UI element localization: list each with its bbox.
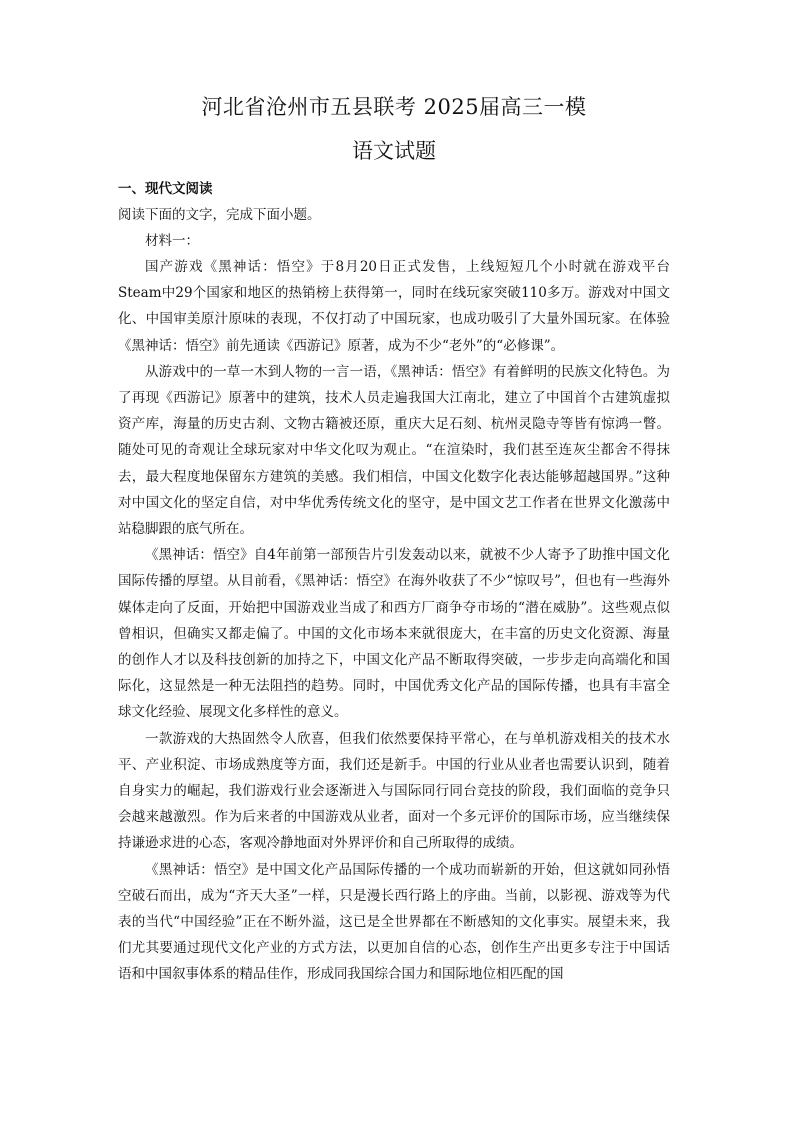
paragraph: 国产游戏《黑神话：悟空》于8月20日正式发售，上线短短几个小时就在游戏平台Steam中29个国家和地区的热销榜上获得第一，同时在线玩家突破110多万。游戏对中国文化、中国审美原汁原味的表现，不仅打动了中国玩家，也成功吸引了大量外国玩家。在体验《黑神话：悟空》前先通读《西游记》原著，成为不少“老外”的“必修课”。	[118, 259, 670, 354]
material-label: 材料一：	[145, 233, 199, 249]
section-heading: 一、现代文阅读	[118, 181, 213, 197]
paragraph: 《黑神话：悟空》是中国文化产品国际传播的一个成功而崭新的开始，但这就如同孙悟空破石而出，成为“齐天大圣”一样，只是漫长西行路上的序曲。当前，以影视、游戏等为代表的当代“中国经验”正在不断外溢，这已是全世界都在不断感知的文化事实。展望未来，我们尤其要通过现代文化产业的方式方法，以更加自信的心态，创作生产出更多专注于中国话语和中国叙事体系的精品佳作，形成同我国综合国力和国际地位相匹配的国	[118, 861, 670, 983]
document-title: 河北省沧州市五县联考 2025届高三一模	[201, 95, 587, 119]
paragraph: 从游戏中的一草一木到人物的一言一语，《黑神话：悟空》有着鲜明的民族文化特色。为了再现《西游记》原著中的建筑，技术人员走遍我国大江南北，建立了中国首个古建筑虚拟资产库，海量的历史古刹、文物古籍被还原，重庆大足石刻、杭州灵隐寺等皆有惊鸿一瞥。随处可见的奇观让全球玩家对中华文化叹为观止。“在渲染时，我们甚至连灰尘都舍不得抹去，最大程度地保留东方建筑的美感。我们相信，中国文化数字化表达能够超越国界。”这种对中国文化的坚定自信，对中华优秀传统文化的坚守，是中国文艺工作者在世界文化激荡中站稳脚跟的底气所在。	[118, 363, 670, 538]
reading-instruction: 阅读下面的文字，完成下面小题。	[118, 207, 321, 223]
document-subtitle: 语文试题	[352, 139, 436, 163]
paragraph: 一款游戏的大热固然令人欣喜，但我们依然要保持平常心，在与单机游戏相关的技术水平、产业积淀、市场成熟度等方面，我们还是新手。中国的行业从业者也需要认识到，随着自身实力的崛起，我们游戏行业会逐渐进入与国际同行同台竞技的阶段，我们面临的竞争只会越来越激烈。作为后来者的中国游戏从业者，面对一个多元评价的国际市场，应当继续保持谦逊求进的心态，客观冷静地面对外界评价和自己所取得的成绩。	[118, 730, 670, 852]
document-page	[118, 92, 670, 988]
paragraph: 《黑神话：悟空》自4年前第一部预告片引发轰动以来，就被不少人寄予了助推中国文化国际传播的厚望。从目前看，《黑神话：悟空》在海外收获了不少“惊叹号”，但也有一些海外媒体走向了反面，开始把中国游戏业当成了和西方厂商争夺市场的“潜在威胁”。这些观点似曾相识，但确实又都走偏了。中国的文化市场本来就很庞大，在丰富的历史文化资源、海量的创作人才以及科技创新的加持之下，中国文化产品不断取得突破，一步步走向高端化和国际化，这显然是一种无法阻挡的趋势。同时，中国优秀文化产品的国际传播，也具有丰富全球文化经验、展现文化多样性的意义。	[118, 547, 670, 721]
